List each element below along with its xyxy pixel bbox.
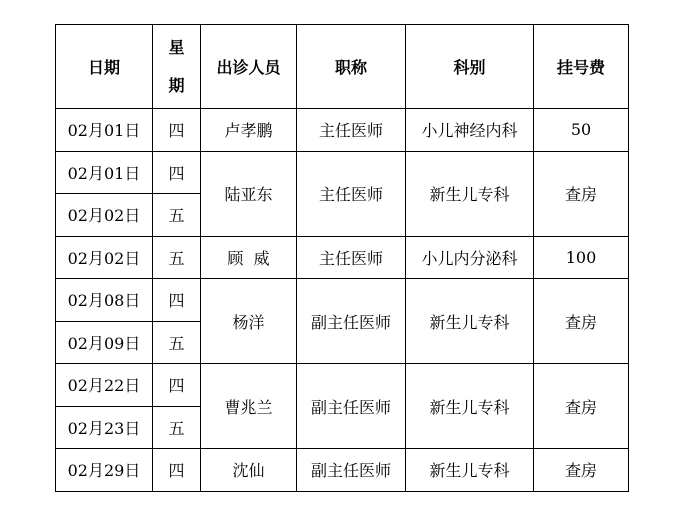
weekday-cell: 四 (153, 279, 201, 322)
date-cell: 02月02日 (56, 236, 153, 279)
header-staff: 出诊人员 (201, 25, 297, 109)
date-cell: 02月02日 (56, 194, 153, 237)
department-cell: 新生儿专科 (406, 449, 534, 492)
weekday-cell: 四 (153, 364, 201, 407)
fee-cell: 100 (534, 236, 629, 279)
title-cell: 副主任医师 (297, 364, 406, 449)
fee-cell: 查房 (534, 364, 629, 449)
header-fee: 挂号费 (534, 25, 629, 109)
department-cell: 小儿内分泌科 (406, 236, 534, 279)
header-row (56, 25, 629, 109)
department-cell: 新生儿专科 (406, 364, 534, 449)
header-weekday (153, 25, 201, 109)
header-weekday-2: 期 (168, 75, 185, 95)
weekday-cell: 四 (153, 449, 201, 492)
table-row (56, 364, 629, 407)
title-cell: 副主任医师 (297, 279, 406, 364)
weekday-cell: 五 (153, 321, 201, 364)
weekday-cell: 四 (153, 151, 201, 194)
weekday-cell: 四 (153, 109, 201, 152)
table-row (56, 151, 629, 194)
date-cell: 02月01日 (56, 109, 153, 152)
fee-cell: 查房 (534, 279, 629, 364)
weekday-cell: 五 (153, 236, 201, 279)
title-cell: 主任医师 (297, 236, 406, 279)
header-weekday-1: 星 (168, 37, 185, 57)
weekday-cell: 五 (153, 406, 201, 449)
fee-cell: 50 (534, 109, 629, 152)
date-cell: 02月09日 (56, 321, 153, 364)
date-cell: 02月23日 (56, 406, 153, 449)
table-row (56, 236, 629, 279)
title-cell: 副主任医师 (297, 449, 406, 492)
staff-cell: 陆亚东 (201, 151, 297, 236)
date-cell: 02月29日 (56, 449, 153, 492)
header-title: 职称 (297, 25, 406, 109)
table-row (56, 279, 629, 322)
weekday-cell: 五 (153, 194, 201, 237)
table-row (56, 109, 629, 152)
department-cell: 新生儿专科 (406, 279, 534, 364)
staff-cell: 顾 威 (201, 236, 297, 279)
date-cell: 02月01日 (56, 151, 153, 194)
table-row (56, 449, 629, 492)
staff-cell: 卢孝鹏 (201, 109, 297, 152)
schedule-table (55, 24, 629, 492)
header-department: 科别 (406, 25, 534, 109)
date-cell: 02月22日 (56, 364, 153, 407)
title-cell: 主任医师 (297, 151, 406, 236)
staff-cell: 曹兆兰 (201, 364, 297, 449)
staff-cell: 杨洋 (201, 279, 297, 364)
fee-cell: 查房 (534, 449, 629, 492)
title-cell: 主任医师 (297, 109, 406, 152)
department-cell: 小儿神经内科 (406, 109, 534, 152)
fee-cell: 查房 (534, 151, 629, 236)
date-cell: 02月08日 (56, 279, 153, 322)
department-cell: 新生儿专科 (406, 151, 534, 236)
staff-cell: 沈仙 (201, 449, 297, 492)
header-date: 日期 (56, 25, 153, 109)
